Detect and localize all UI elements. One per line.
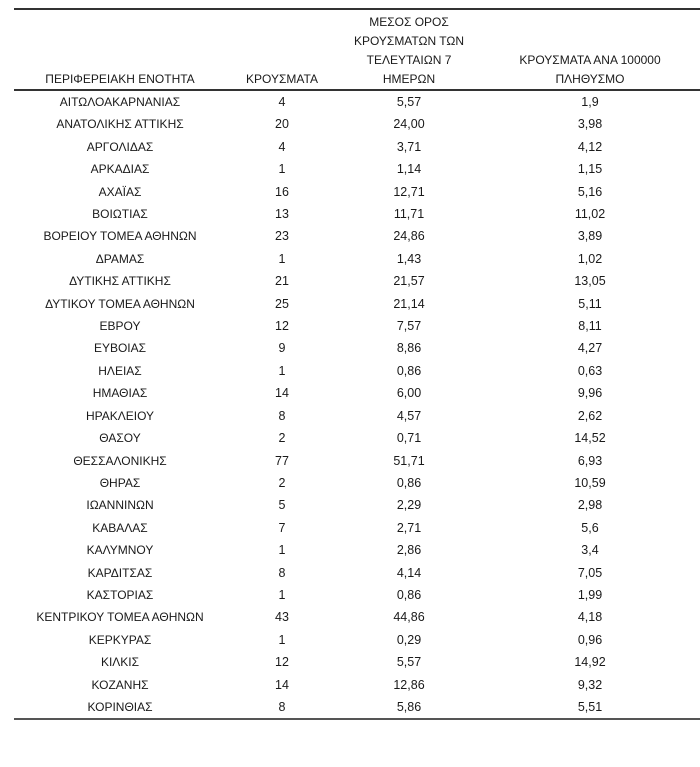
cell-cases: 2 bbox=[278, 431, 286, 446]
cell-avg7: 2,29 bbox=[396, 498, 422, 513]
cell-cases: 8 bbox=[278, 699, 286, 714]
cell-cases: 8 bbox=[278, 408, 286, 423]
table-row bbox=[14, 158, 700, 180]
cell-per100k: 0,63 bbox=[577, 363, 603, 378]
cell-cases: 14 bbox=[275, 677, 289, 692]
cell-area: ΚΑΡΔΙΤΣΑΣ bbox=[87, 565, 153, 580]
cell-avg7: 0,86 bbox=[396, 475, 422, 490]
cell-avg7: 5,57 bbox=[396, 655, 422, 670]
table-row bbox=[14, 450, 700, 472]
cell-cases: 5 bbox=[278, 498, 286, 513]
cell-avg7: 1,14 bbox=[396, 162, 422, 177]
cell-cases: 13 bbox=[275, 207, 289, 222]
cell-area: ΕΥΒΟΙΑΣ bbox=[93, 341, 147, 356]
header-per100k-line: ΠΛΗΘΥΣΜΟ bbox=[555, 72, 625, 86]
cell-area: ΚΕΝΤΡΙΚΟΥ ΤΟΜΕΑ ΑΘΗΝΩΝ bbox=[36, 610, 204, 625]
cell-cases: 8 bbox=[278, 565, 286, 580]
cell-area: ΚΑΣΤΟΡΙΑΣ bbox=[86, 587, 154, 602]
cell-area: ΑΡΚΑΔΙΑΣ bbox=[90, 162, 150, 177]
cell-area: ΗΡΑΚΛΕΙΟΥ bbox=[85, 408, 155, 423]
table-header bbox=[14, 9, 700, 90]
cell-area: ΚΑΛΥΜΝΟΥ bbox=[86, 543, 154, 558]
cell-per100k: 14,92 bbox=[574, 655, 606, 670]
cell-avg7: 44,86 bbox=[393, 610, 425, 625]
table-row bbox=[14, 674, 700, 696]
cell-avg7: 1,43 bbox=[396, 251, 422, 266]
cell-cases: 12 bbox=[275, 655, 289, 670]
table-row bbox=[14, 360, 700, 382]
cell-per100k: 8,11 bbox=[578, 319, 602, 334]
cell-cases: 2 bbox=[278, 475, 286, 490]
cell-area: ΑΧΑΪΑΣ bbox=[98, 184, 142, 199]
table-row bbox=[14, 90, 700, 113]
cases-table-sheet bbox=[14, 8, 700, 720]
cell-area: ΚΕΡΚΥΡΑΣ bbox=[88, 632, 152, 647]
cell-per100k: 3,89 bbox=[577, 229, 603, 244]
table-row bbox=[14, 113, 700, 135]
cell-avg7: 2,71 bbox=[396, 520, 422, 535]
cell-cases: 1 bbox=[278, 543, 286, 558]
cell-avg7: 2,86 bbox=[396, 543, 422, 558]
cell-cases: 14 bbox=[275, 386, 289, 401]
cell-cases: 1 bbox=[278, 251, 286, 266]
header-avg7 bbox=[338, 10, 480, 90]
table-row bbox=[14, 606, 700, 628]
cell-avg7: 24,00 bbox=[393, 117, 425, 132]
cell-area: ΘΗΡΑΣ bbox=[99, 475, 141, 490]
table-row bbox=[14, 494, 700, 516]
cell-avg7: 0,86 bbox=[396, 587, 422, 602]
cell-per100k: 1,15 bbox=[577, 162, 603, 177]
cell-avg7: 7,57 bbox=[396, 319, 422, 334]
cell-per100k: 11,02 bbox=[574, 207, 606, 222]
cell-cases: 43 bbox=[275, 610, 289, 625]
bottom-rule bbox=[14, 719, 700, 720]
cell-area: ΚΟΖΑΝΗΣ bbox=[91, 677, 149, 692]
cell-per100k: 4,18 bbox=[577, 610, 603, 625]
cell-avg7: 4,57 bbox=[396, 408, 422, 423]
cell-area: ΑΡΓΟΛΙΔΑΣ bbox=[86, 139, 154, 154]
cell-avg7: 8,86 bbox=[396, 341, 422, 356]
cell-cases: 7 bbox=[278, 520, 286, 535]
cell-area: ΔΡΑΜΑΣ bbox=[95, 251, 145, 266]
table-row bbox=[14, 203, 700, 225]
cell-cases: 1 bbox=[278, 162, 286, 177]
cell-per100k: 5,11 bbox=[578, 296, 602, 311]
table-row bbox=[14, 584, 700, 606]
header-area-label: ΠΕΡΙΦΕΡΕΙΑΚΗ ΕΝΟΤΗΤΑ bbox=[45, 72, 195, 86]
table-row bbox=[14, 562, 700, 584]
cell-per100k: 2,98 bbox=[577, 498, 603, 513]
cell-area: ΘΕΣΣΑΛΟΝΙΚΗΣ bbox=[73, 453, 167, 468]
table-row bbox=[14, 539, 700, 561]
cell-area: ΙΩΑΝΝΙΝΩΝ bbox=[86, 498, 154, 513]
cell-cases: 1 bbox=[278, 632, 286, 647]
table-body bbox=[14, 90, 700, 719]
cases-by-regional-unit-table bbox=[14, 8, 700, 720]
cell-per100k: 0,96 bbox=[577, 632, 603, 647]
table-row bbox=[14, 472, 700, 494]
table-row bbox=[14, 427, 700, 449]
cell-per100k: 3,4 bbox=[581, 543, 599, 558]
header-cases bbox=[226, 10, 338, 90]
cell-avg7: 3,71 bbox=[396, 139, 422, 154]
cell-area: ΔΥΤΙΚΗΣ ΑΤΤΙΚΗΣ bbox=[69, 274, 171, 289]
table-row bbox=[14, 629, 700, 651]
cell-per100k: 1,02 bbox=[577, 251, 603, 266]
header-per100k-line: ΚΡΟΥΣΜΑΤΑ ΑΝΑ 100000 bbox=[519, 53, 661, 67]
cell-per100k: 1,9 bbox=[581, 95, 599, 109]
table-row bbox=[14, 651, 700, 673]
cell-per100k: 10,59 bbox=[574, 475, 606, 490]
table-row bbox=[14, 696, 700, 719]
cell-avg7: 12,86 bbox=[393, 677, 425, 692]
cell-avg7: 24,86 bbox=[393, 229, 425, 244]
cell-per100k: 14,52 bbox=[574, 431, 606, 446]
table-row bbox=[14, 270, 700, 292]
cell-cases: 4 bbox=[278, 139, 286, 154]
table-row bbox=[14, 181, 700, 203]
cell-avg7: 5,86 bbox=[396, 699, 422, 714]
header-avg7-line: ΤΕΛΕΥΤΑΙΩΝ 7 bbox=[366, 53, 452, 67]
cell-avg7: 21,57 bbox=[393, 274, 425, 289]
cell-area: ΚΟΡΙΝΘΙΑΣ bbox=[87, 699, 153, 714]
cell-area: ΑΙΤΩΛΟΑΚΑΡΝΑΝΙΑΣ bbox=[59, 95, 181, 109]
cell-area: ΑΝΑΤΟΛΙΚΗΣ ΑΤΤΙΚΗΣ bbox=[56, 117, 184, 132]
cell-per100k: 4,27 bbox=[577, 341, 603, 356]
table-row bbox=[14, 293, 700, 315]
table-footer bbox=[14, 719, 700, 720]
header-avg7-line: ΜΕΣΟΣ ΟΡΟΣ bbox=[369, 15, 449, 29]
cell-area: ΘΑΣΟΥ bbox=[99, 431, 141, 446]
cell-cases: 1 bbox=[278, 363, 286, 378]
cell-per100k: 3,98 bbox=[577, 117, 603, 132]
table-row bbox=[14, 136, 700, 158]
cell-area: ΚΙΛΚΙΣ bbox=[100, 655, 140, 670]
cell-per100k: 13,05 bbox=[574, 274, 606, 289]
header-area bbox=[14, 10, 226, 90]
table-row bbox=[14, 405, 700, 427]
table-row bbox=[14, 382, 700, 404]
cell-per100k: 5,51 bbox=[577, 699, 603, 714]
cell-area: ΗΛΕΙΑΣ bbox=[98, 363, 142, 378]
cell-per100k: 1,99 bbox=[577, 587, 603, 602]
cell-cases: 4 bbox=[278, 95, 286, 109]
cell-cases: 20 bbox=[275, 117, 289, 132]
cell-avg7: 21,14 bbox=[393, 296, 425, 311]
cell-per100k: 2,62 bbox=[577, 408, 603, 423]
cell-per100k: 5,6 bbox=[581, 520, 599, 535]
cell-per100k: 9,32 bbox=[577, 677, 603, 692]
cell-per100k: 5,16 bbox=[577, 184, 603, 199]
cell-area: ΔΥΤΙΚΟΥ ΤΟΜΕΑ ΑΘΗΝΩΝ bbox=[45, 296, 195, 311]
cell-per100k: 4,12 bbox=[577, 139, 603, 154]
cell-avg7: 12,71 bbox=[393, 184, 425, 199]
cell-cases: 23 bbox=[275, 229, 289, 244]
cell-per100k: 6,93 bbox=[577, 453, 603, 468]
cell-per100k: 7,05 bbox=[577, 565, 603, 580]
cell-area: ΗΜΑΘΙΑΣ bbox=[92, 386, 148, 401]
cell-cases: 12 bbox=[275, 319, 289, 334]
header-row bbox=[14, 10, 700, 90]
cell-per100k: 9,96 bbox=[577, 386, 603, 401]
header-per100k bbox=[480, 10, 700, 90]
table-row bbox=[14, 337, 700, 359]
cell-avg7: 6,00 bbox=[396, 386, 422, 401]
cell-cases: 77 bbox=[275, 453, 289, 468]
cell-area: ΒΟΙΩΤΙΑΣ bbox=[92, 207, 148, 222]
cell-avg7: 11,71 bbox=[393, 207, 425, 222]
cell-area: ΒΟΡΕΙΟΥ ΤΟΜΕΑ ΑΘΗΝΩΝ bbox=[43, 229, 197, 244]
table-row bbox=[14, 517, 700, 539]
table-row bbox=[14, 315, 700, 337]
cell-avg7: 0,71 bbox=[396, 431, 422, 446]
cell-area: ΚΑΒΑΛΑΣ bbox=[92, 520, 148, 535]
cell-avg7: 0,29 bbox=[396, 632, 422, 647]
cell-cases: 1 bbox=[278, 587, 286, 602]
table-row bbox=[14, 225, 700, 247]
header-avg7-line: ΗΜΕΡΩΝ bbox=[382, 72, 436, 86]
cell-avg7: 0,86 bbox=[396, 363, 422, 378]
cell-cases: 25 bbox=[275, 296, 289, 311]
header-avg7-line: ΚΡΟΥΣΜΑΤΩΝ ΤΩΝ bbox=[353, 34, 465, 48]
cell-area: ΕΒΡΟΥ bbox=[99, 319, 141, 334]
table-row bbox=[14, 248, 700, 270]
cell-avg7: 4,14 bbox=[396, 565, 422, 580]
cell-avg7: 5,57 bbox=[396, 95, 422, 109]
cell-cases: 21 bbox=[275, 274, 289, 289]
cell-avg7: 51,71 bbox=[393, 453, 425, 468]
header-cases-label: ΚΡΟΥΣΜΑΤΑ bbox=[246, 72, 318, 86]
cell-cases: 16 bbox=[275, 184, 289, 199]
cell-cases: 9 bbox=[278, 341, 286, 356]
